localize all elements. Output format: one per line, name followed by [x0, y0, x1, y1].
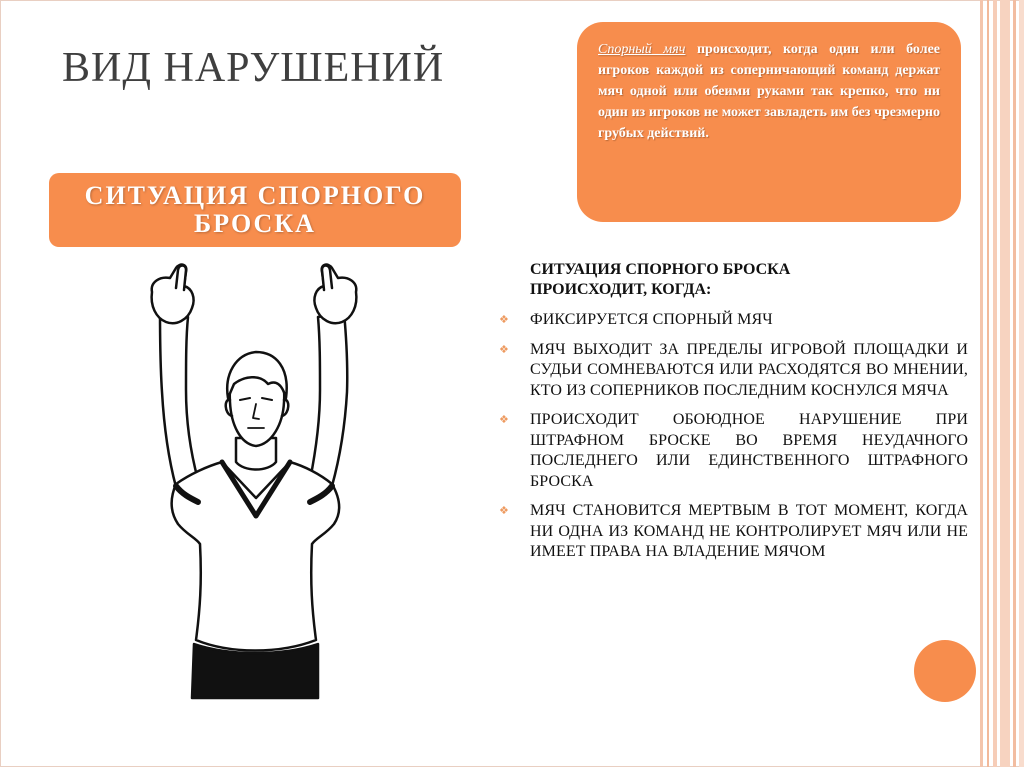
definition-body: происходит, когда один или более игроков каждой из соперничающий команд держат мяч одной или обеими руками так крепко, что ни один из игроков не может завладеть им без чрезмерно грубых действий.	[598, 42, 940, 141]
pants	[192, 644, 318, 698]
rules-intro	[530, 260, 940, 300]
page-title: ВИД НАРУШЕНИЙ	[62, 45, 445, 91]
decorative-circle	[914, 640, 976, 702]
referee-illustration	[140, 262, 370, 700]
situation-title-line2: БРОСКА	[194, 209, 316, 238]
list-item	[499, 310, 968, 331]
right-hand	[314, 265, 356, 324]
definition-box	[577, 22, 961, 222]
right-thumb	[322, 266, 332, 291]
decorative-stripes	[980, 0, 1024, 767]
situation-title-line1: СИТУАЦИЯ СПОРНОГО	[84, 180, 426, 210]
rule-text: МЯЧ СТАНОВИТСЯ МЕРТВЫМ В ТОТ МОМЕНТ, КОГДА НИ ОДНА ИЗ КОМАНД НЕ КОНТРОЛИРУЕТ МЯЧ ИЛИ НЕ ИМЕЕТ ПРАВА НА ВЛАДЕНИЕ МЯЧОМ	[530, 502, 968, 560]
diamond-bullet-icon: ❖	[499, 342, 509, 356]
left-arm	[160, 312, 198, 487]
definition-text	[598, 39, 940, 144]
left-hand	[152, 265, 194, 324]
rule-text: МЯЧ ВЫХОДИТ ЗА ПРЕДЕЛЫ ИГРОВОЙ ПЛОЩАДКИ И СУДЬИ СОМНЕВАЮТСЯ ИЛИ РАСХОДЯТСЯ ВО МНЕНИИ, КТО ИЗ СОПЕРНИКОВ ПОСЛЕДНИМ КОСНУЛСЯ МЯЧА	[530, 340, 968, 399]
left-thumb	[176, 266, 186, 291]
diamond-bullet-icon: ❖	[499, 313, 509, 326]
diamond-bullet-icon: ❖	[499, 504, 509, 517]
shirt	[172, 462, 339, 651]
situation-title-box	[49, 173, 461, 247]
situation-title	[85, 182, 426, 238]
rule-text: ПРОИСХОДИТ ОБОЮДНОЕ НАРУШЕНИЕ ПРИ ШТРАФНОМ БРОСКЕ ВО ВРЕМЯ НЕУДАЧНОГО ПОСЛЕДНЕГО ИЛИ ЕДИНСТВЕННОГО ШТРАФНОГО БРОСКА	[530, 411, 968, 490]
list-item	[499, 410, 968, 492]
rule-text: ФИКСИРУЕТСЯ СПОРНЫЙ МЯЧ	[530, 311, 773, 328]
rules-list	[499, 310, 968, 572]
rules-intro-line1: СИТУАЦИЯ СПОРНОГО БРОСКА	[530, 261, 791, 278]
list-item	[499, 340, 968, 402]
diamond-bullet-icon: ❖	[499, 413, 509, 426]
rules-intro-line2: ПРОИСХОДИТ, КОГДА:	[530, 281, 712, 298]
definition-term: Спорный мяч	[598, 42, 686, 57]
right-arm	[310, 312, 347, 486]
list-item	[499, 501, 968, 563]
